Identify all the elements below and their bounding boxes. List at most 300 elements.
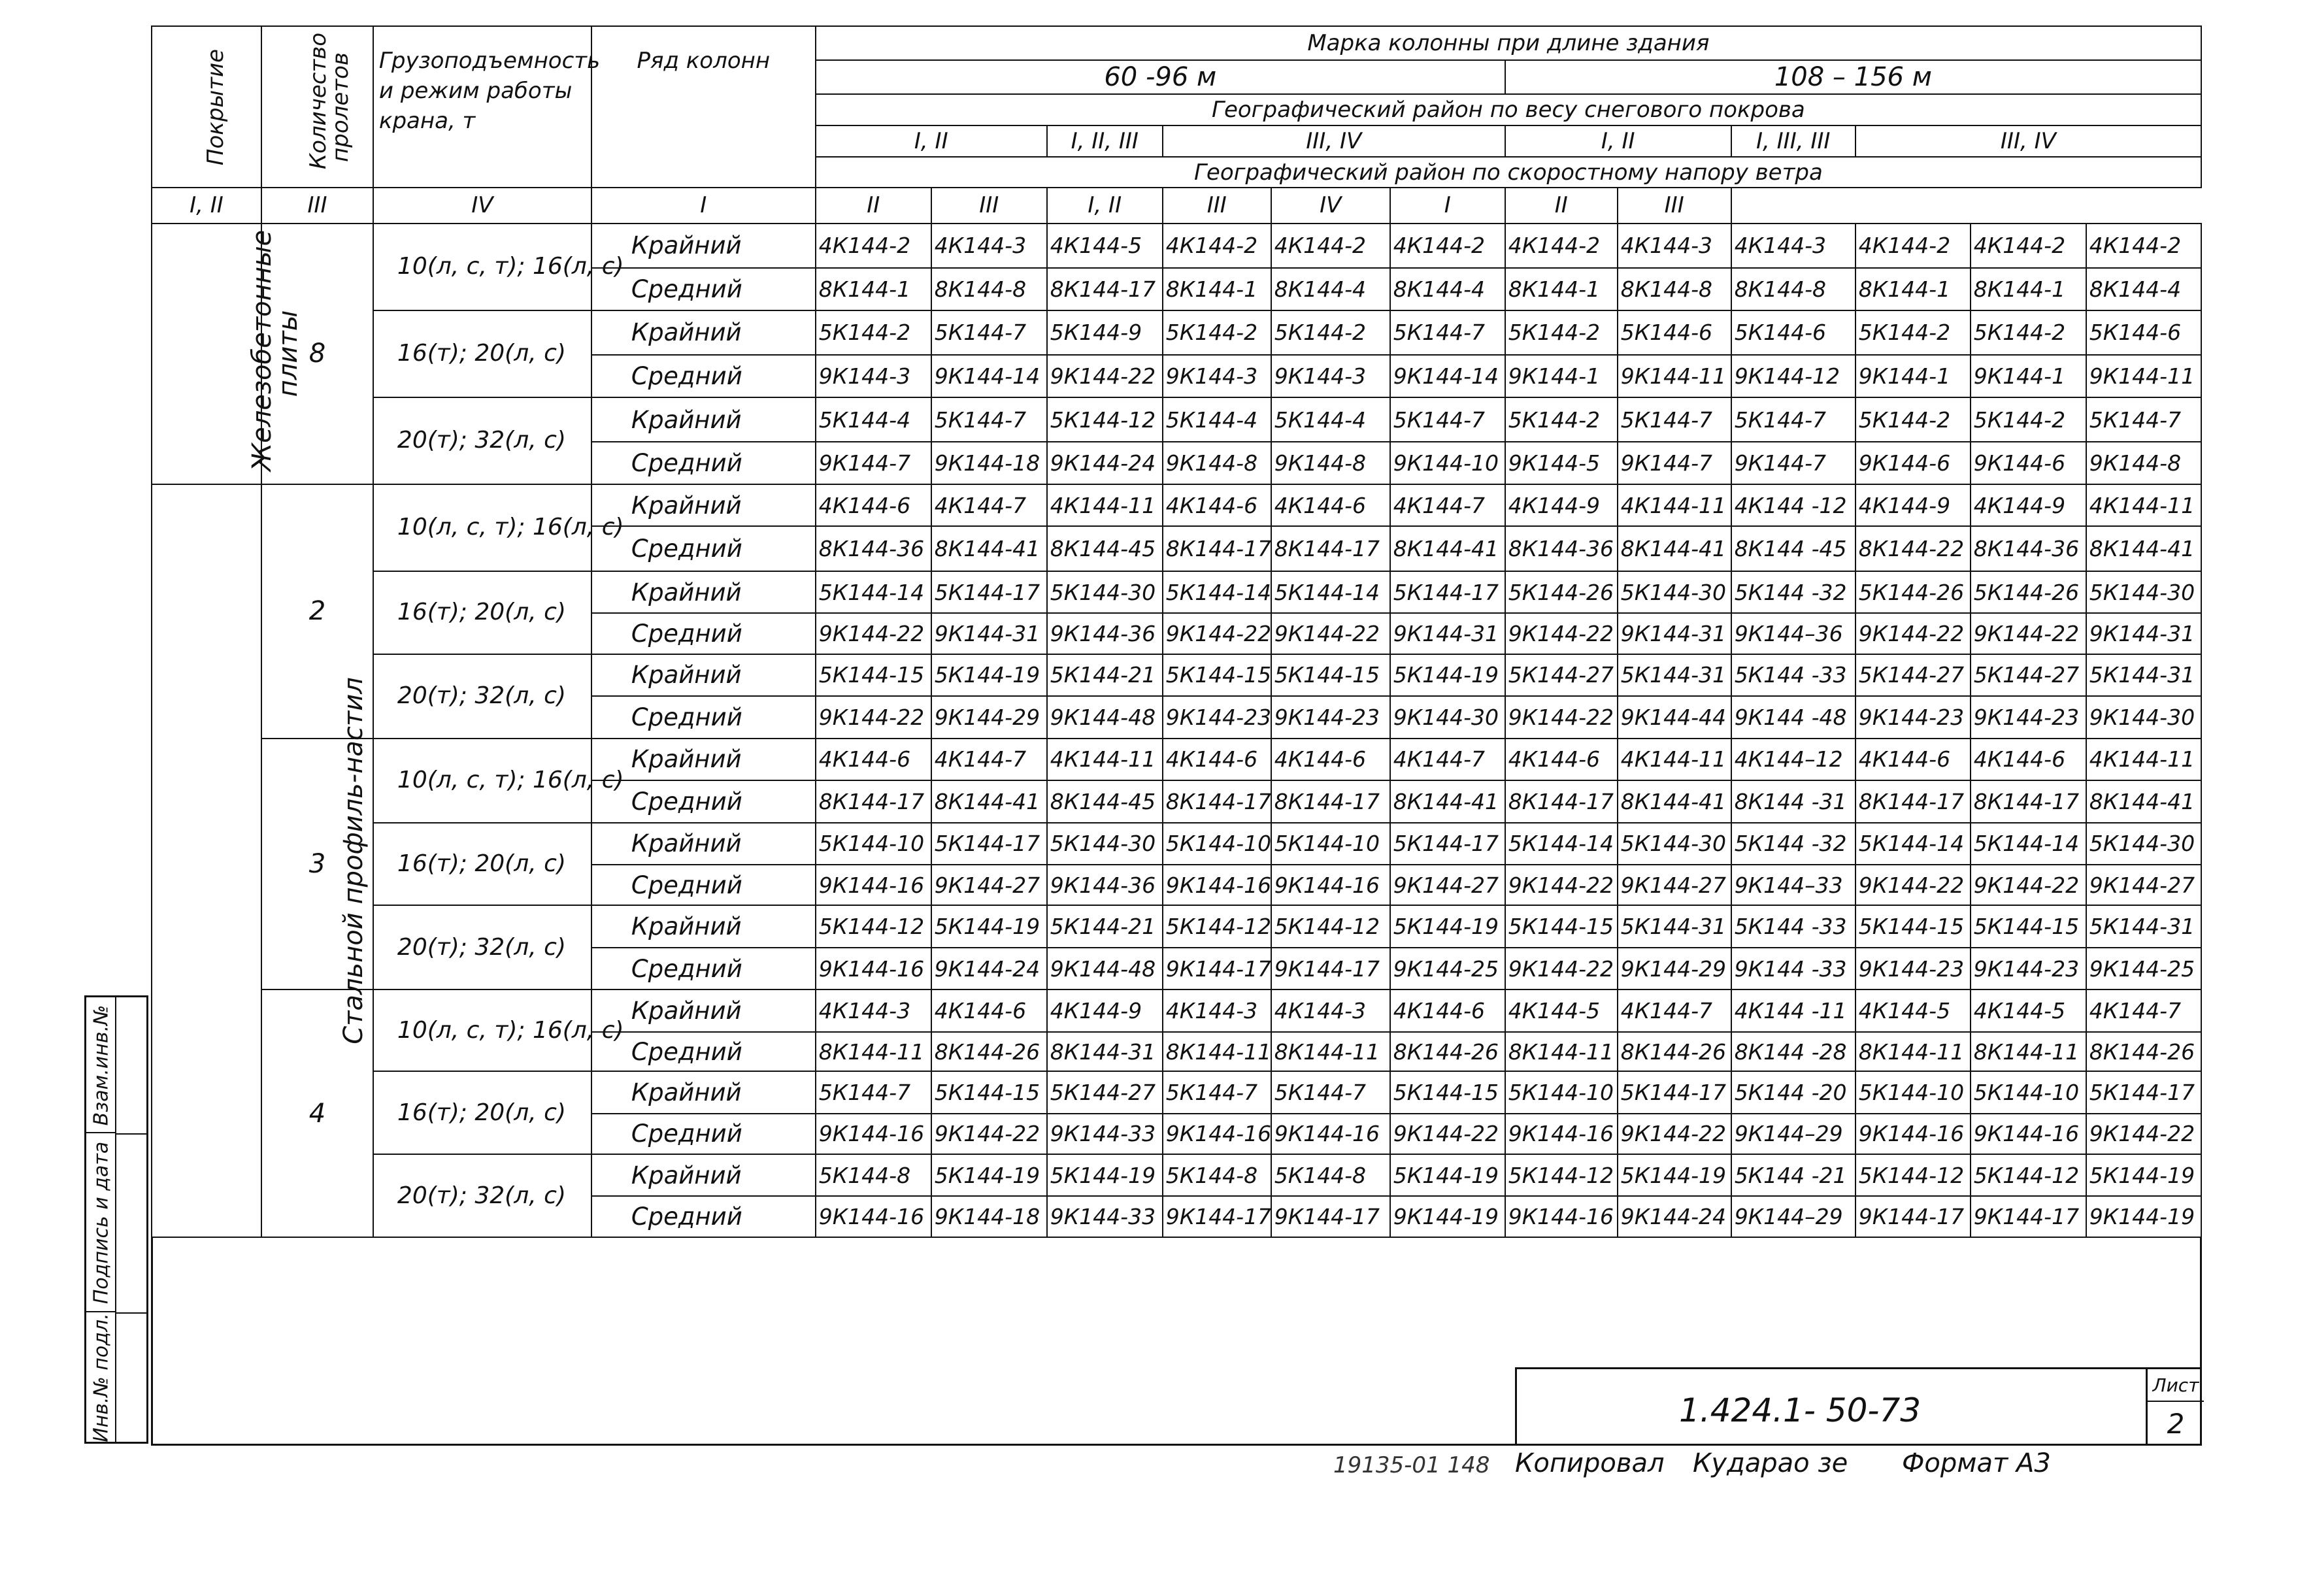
column-row-type-cell: Крайний [591, 484, 816, 526]
column-mark-cell: 8К144 -31 [1731, 780, 1855, 822]
column-mark-cell: 8К144-8 [931, 268, 1047, 310]
column-row-type-cell: Крайний [591, 1071, 816, 1113]
column-mark-cell: 5К144-26 [1971, 571, 2086, 613]
column-mark-cell: 5К144-30 [1047, 571, 1163, 613]
title-stamp [1515, 1367, 2202, 1444]
column-mark-cell: 5К144-15 [1271, 654, 1390, 696]
column-mark-cell: 9К144-22 [1505, 613, 1618, 654]
column-mark-cell: 9К144-22 [1855, 865, 1971, 905]
crane-capacity-cell: 10(л, с, т); 16(л, с) [373, 224, 591, 310]
column-mark-cell: 8К144-11 [1163, 1032, 1271, 1071]
column-mark-cell: 9К144-36 [1047, 613, 1163, 654]
column-mark-cell: 5К144 -32 [1731, 823, 1855, 865]
covering-label: Железобетонные плиты [247, 229, 303, 472]
column-mark-cell: 4К144-6 [1505, 739, 1618, 780]
column-mark-cell: 8К144-4 [2086, 268, 2201, 310]
column-row-type-cell: Средний [591, 526, 816, 571]
column-mark-cell: 8К144-8 [1731, 268, 1855, 310]
column-mark-cell: 5К144-17 [931, 823, 1047, 865]
table-row [152, 823, 2201, 865]
column-mark-cell: 5К144-12 [1047, 397, 1163, 442]
column-mark-cell: 5К144-19 [1390, 1154, 1505, 1196]
column-mark-cell: 4К144-6 [1163, 739, 1271, 780]
column-row-type-cell: Средний [591, 1196, 816, 1237]
column-mark-cell: 9К144-6 [1855, 442, 1971, 484]
column-mark-cell: 9К144–33 [1731, 865, 1855, 905]
header-length-2: 108 – 156 м [1505, 60, 2201, 94]
column-mark-cell: 9К144-23 [1163, 696, 1271, 738]
column-mark-cell: 9К144-16 [816, 1114, 931, 1154]
column-mark-cell: 9К144-22 [931, 1114, 1047, 1154]
column-mark-cell: 5К144-31 [1618, 654, 1731, 696]
column-mark-cell: 9К144-5 [1505, 442, 1618, 484]
column-mark-cell: 9К144-22 [2086, 1114, 2201, 1154]
column-mark-cell: 9К144-30 [2086, 696, 2201, 738]
column-mark-cell: 4К144-3 [1618, 224, 1731, 269]
column-mark-cell: 9К144-23 [1855, 696, 1971, 738]
column-mark-cell: 9К144-22 [1855, 613, 1971, 654]
column-mark-cell: 4К144-6 [1390, 989, 1505, 1031]
column-mark-cell: 5К144-14 [1971, 823, 2086, 865]
column-mark-cell: 5К144-7 [931, 397, 1047, 442]
column-mark-cell: 8К144-11 [1855, 1032, 1971, 1071]
column-mark-cell: 5К144-7 [1618, 397, 1731, 442]
column-mark-cell: 9К144-14 [931, 355, 1047, 397]
column-mark-cell: 9К144-30 [1390, 696, 1505, 738]
column-mark-cell: 9К144-19 [1390, 1196, 1505, 1237]
column-mark-cell: 5К144-10 [816, 823, 931, 865]
column-mark-cell: 9К144-1 [1855, 355, 1971, 397]
column-mark-cell: 5К144-10 [1163, 823, 1271, 865]
column-mark-cell: 4К144-6 [816, 739, 931, 780]
column-mark-cell: 5К144-14 [1505, 823, 1618, 865]
column-mark-cell: 8К144-17 [1163, 780, 1271, 822]
column-mark-cell: 5К144-21 [1047, 905, 1163, 947]
column-mark-cell: 9К144-3 [1163, 355, 1271, 397]
column-mark-cell: 9К144-22 [816, 613, 931, 654]
column-mark-cell: 5К144-2 [1505, 397, 1618, 442]
column-mark-cell: 5К144-6 [1731, 310, 1855, 356]
column-mark-cell: 8К144-36 [1505, 526, 1618, 571]
column-mark-cell: 9К144-17 [1163, 1196, 1271, 1237]
column-mark-cell: 5К144-12 [1163, 905, 1271, 947]
column-mark-cell: 9К144 -48 [1731, 696, 1855, 738]
document-code: 1.424.1- 50-73 [1679, 1391, 1922, 1429]
column-mark-cell: 9К144-24 [1618, 1196, 1731, 1237]
column-mark-cell: 8К144-11 [1271, 1032, 1390, 1071]
column-mark-cell: 8К144-11 [1505, 1032, 1618, 1071]
column-mark-cell: 8К144-1 [1163, 268, 1271, 310]
column-mark-cell: 5К144-10 [1971, 1071, 2086, 1113]
sheet-number: 2 [2146, 1402, 2204, 1446]
column-mark-cell: 9К144-11 [1618, 355, 1731, 397]
column-mark-cell: 8К144-17 [1271, 526, 1390, 571]
covering-cell [152, 484, 369, 1237]
table-row [152, 224, 2201, 269]
column-row-type-cell: Средний [591, 355, 816, 397]
column-mark-cell: 8К144-41 [2086, 526, 2201, 571]
column-mark-cell: 5К144-10 [1271, 823, 1390, 865]
table-row [152, 739, 2201, 780]
column-mark-cell: 5К144-4 [816, 397, 931, 442]
snow-group: III, IV [1855, 125, 2201, 157]
column-mark-cell: 5К144-30 [1047, 823, 1163, 865]
column-mark-cell: 5К144-2 [1271, 310, 1390, 356]
column-mark-cell: 8К144-1 [1855, 268, 1971, 310]
column-row-type-cell: Крайний [591, 571, 816, 613]
column-mark-cell: 8К144-17 [1855, 780, 1971, 822]
column-mark-cell: 4К144-6 [1163, 484, 1271, 526]
column-mark-cell: 9К144-22 [1047, 355, 1163, 397]
column-mark-cell: 5К144-26 [1855, 571, 1971, 613]
column-mark-cell: 5К144-14 [1855, 823, 1971, 865]
column-mark-cell: 8К144-45 [1047, 526, 1163, 571]
column-mark-cell: 5К144-17 [1390, 823, 1505, 865]
column-mark-cell: 9К144-22 [1271, 613, 1390, 654]
column-mark-cell: 9К144-7 [1618, 442, 1731, 484]
column-mark-cell: 8К144-26 [1618, 1032, 1731, 1071]
column-mark-cell: 4К144-11 [2086, 484, 2201, 526]
column-mark-cell: 9К144-22 [1971, 613, 2086, 654]
column-mark-cell: 4К144-7 [931, 484, 1047, 526]
column-mark-cell: 9К144-27 [1618, 865, 1731, 905]
crane-capacity-cell: 20(т); 32(л, с) [373, 905, 591, 989]
column-mark-cell: 9К144-29 [1618, 948, 1731, 989]
column-mark-cell: 9К144-27 [2086, 865, 2201, 905]
column-marks-table [151, 25, 2202, 1238]
column-mark-cell: 4К144-2 [1163, 224, 1271, 269]
column-mark-cell: 4К144-3 [931, 224, 1047, 269]
column-mark-cell: 4К144-7 [1390, 484, 1505, 526]
column-mark-cell: 4К144-3 [816, 989, 931, 1031]
column-mark-cell: 5К144-8 [1163, 1154, 1271, 1196]
table-row [152, 397, 2201, 442]
column-mark-cell: 5К144-2 [816, 310, 931, 356]
column-mark-cell: 5К144-27 [1505, 654, 1618, 696]
column-mark-cell: 5К144-30 [1618, 571, 1731, 613]
footer-name: Кударао зе [1693, 1448, 1848, 1478]
column-mark-cell: 8К144-11 [1971, 1032, 2086, 1071]
column-mark-cell: 8К144-1 [1971, 268, 2086, 310]
column-mark-cell: 5К144 -20 [1731, 1071, 1855, 1113]
column-mark-cell: 5К144-30 [2086, 823, 2201, 865]
column-mark-cell: 5К144-30 [1618, 823, 1731, 865]
column-mark-cell: 4К144-11 [1047, 484, 1163, 526]
column-mark-cell: 5К144-10 [1505, 1071, 1618, 1113]
column-mark-cell: 5К144-8 [1271, 1154, 1390, 1196]
column-mark-cell: 4К144-9 [1505, 484, 1618, 526]
column-mark-cell: 8К144-1 [1505, 268, 1618, 310]
side-cell-replacement [86, 997, 116, 1133]
column-mark-cell: 9К144-23 [1855, 948, 1971, 989]
column-mark-cell: 8К144 -45 [1731, 526, 1855, 571]
column-mark-cell: 9К144-17 [1855, 1196, 1971, 1237]
column-mark-cell: 9К144-22 [816, 696, 931, 738]
column-mark-cell: 5К144-7 [2086, 397, 2201, 442]
column-mark-cell: 9К144-27 [931, 865, 1047, 905]
column-mark-cell: 5К144-17 [931, 571, 1047, 613]
column-mark-cell: 8К144-17 [816, 780, 931, 822]
crane-capacity-cell: 10(л, с, т); 16(л, с) [373, 484, 591, 571]
column-mark-cell: 5К144-7 [1163, 1071, 1271, 1113]
column-mark-cell: 9К144-16 [1505, 1114, 1618, 1154]
column-mark-cell: 9К144-17 [1271, 1196, 1390, 1237]
frame-left-line [151, 1238, 153, 1444]
column-mark-cell: 4К144-3 [1271, 989, 1390, 1031]
crane-capacity-cell: 16(т); 20(л, с) [373, 823, 591, 906]
column-mark-cell: 9К144-1 [1971, 355, 2086, 397]
column-mark-cell: 4К144 -11 [1731, 989, 1855, 1031]
column-mark-cell: 9К144-16 [1163, 865, 1271, 905]
covering-label: Стальной профиль-настил [339, 677, 369, 1044]
column-mark-cell: 9К144-23 [1271, 696, 1390, 738]
column-mark-cell: 5К144-19 [1618, 1154, 1731, 1196]
crane-capacity-cell: 16(т); 20(л, с) [373, 310, 591, 397]
side-label-replacement: Взам.инв.№ [90, 1005, 113, 1126]
column-mark-cell: 5К144-31 [2086, 905, 2201, 947]
column-mark-cell: 4К144-7 [931, 739, 1047, 780]
header-mark: Марка колонны при длине здания [816, 26, 2201, 60]
column-mark-cell: 5К144-6 [1618, 310, 1731, 356]
column-mark-cell: 4К144-5 [1505, 989, 1618, 1031]
column-mark-cell: 4К144-2 [2086, 224, 2201, 269]
column-mark-cell: 4К144-2 [1390, 224, 1505, 269]
column-mark-cell: 8К144-17 [1163, 526, 1271, 571]
column-mark-cell: 4К144-11 [1618, 484, 1731, 526]
column-mark-cell: 9К144-29 [931, 696, 1047, 738]
column-mark-cell: 8К144-41 [1390, 526, 1505, 571]
column-mark-cell: 9К144-33 [1047, 1196, 1163, 1237]
column-mark-cell: 9К144-22 [1505, 948, 1618, 989]
column-mark-cell: 9К144-16 [816, 865, 931, 905]
column-mark-cell: 9К144-22 [1390, 1114, 1505, 1154]
wind-zone-header: IV [1271, 188, 1390, 223]
column-mark-cell: 9К144-6 [1971, 442, 2086, 484]
column-mark-cell: 5К144-2 [1855, 310, 1971, 356]
column-mark-cell: 8К144-41 [1618, 780, 1731, 822]
table-row [152, 654, 2201, 696]
table-row [152, 484, 2201, 526]
column-mark-cell: 4К144-6 [1971, 739, 2086, 780]
column-mark-cell: 9К144-31 [931, 613, 1047, 654]
column-mark-cell: 4К144-2 [816, 224, 931, 269]
column-mark-cell: 9К144-25 [2086, 948, 2201, 989]
column-row-type-cell: Крайний [591, 905, 816, 947]
column-mark-cell: 5К144-15 [816, 654, 931, 696]
column-mark-cell: 5К144-17 [1390, 571, 1505, 613]
column-row-type-cell: Средний [591, 268, 816, 310]
column-mark-cell: 5К144-19 [931, 654, 1047, 696]
column-mark-cell: 5К144-19 [931, 905, 1047, 947]
column-mark-cell: 4К144-9 [1047, 989, 1163, 1031]
column-mark-cell: 9К144-14 [1390, 355, 1505, 397]
crane-capacity-cell: 20(т); 32(л, с) [373, 1154, 591, 1237]
column-mark-cell: 5К144-12 [1971, 1154, 2086, 1196]
column-mark-cell: 9К144-16 [1855, 1114, 1971, 1154]
footer-format: Формат А3 [1902, 1448, 2051, 1478]
column-mark-cell: 9К144-8 [2086, 442, 2201, 484]
column-mark-cell: 5К144-2 [1505, 310, 1618, 356]
crane-capacity-cell: 16(т); 20(л, с) [373, 1071, 591, 1154]
column-mark-cell: 4К144-11 [1618, 739, 1731, 780]
column-mark-cell: 8К144-45 [1047, 780, 1163, 822]
column-mark-cell: 4К144-3 [1731, 224, 1855, 269]
column-mark-cell: 5К144 -33 [1731, 905, 1855, 947]
column-mark-cell: 9К144-8 [1271, 442, 1390, 484]
column-mark-cell: 9К144-22 [1618, 1114, 1731, 1154]
wind-zone-header: I, II [1047, 188, 1163, 223]
wind-zone-header: IV [373, 188, 591, 223]
column-mark-cell: 5К144-27 [1855, 654, 1971, 696]
table-row [152, 571, 2201, 613]
column-mark-cell: 5К144-12 [1855, 1154, 1971, 1196]
table-row [152, 310, 2201, 356]
column-mark-cell: 5К144-21 [1047, 654, 1163, 696]
column-mark-cell: 5К144-15 [1971, 905, 2086, 947]
crane-capacity-cell: 10(л, с, т); 16(л, с) [373, 989, 591, 1071]
column-mark-cell: 9К144-24 [1047, 442, 1163, 484]
column-mark-cell: 9К144-24 [931, 948, 1047, 989]
column-mark-cell: 9К144-25 [1390, 948, 1505, 989]
column-mark-cell: 8К144-17 [1505, 780, 1618, 822]
column-mark-cell: 5К144-27 [1971, 654, 2086, 696]
column-mark-cell: 5К144-14 [1163, 571, 1271, 613]
snow-group: III, IV [1163, 125, 1505, 157]
column-mark-cell: 5К144-12 [1505, 1154, 1618, 1196]
column-mark-cell: 9К144-16 [1271, 865, 1390, 905]
column-mark-cell: 4К144-5 [1047, 224, 1163, 269]
span-count-cell: 2 [261, 484, 373, 739]
snow-group: I, III, III [1731, 125, 1855, 157]
column-row-type-cell: Крайний [591, 654, 816, 696]
column-mark-cell: 8К144 -28 [1731, 1032, 1855, 1071]
column-mark-cell: 4К144-9 [1971, 484, 2086, 526]
column-mark-cell: 5К144-7 [1271, 1071, 1390, 1113]
column-mark-cell: 4К144-2 [1271, 224, 1390, 269]
column-mark-cell: 5К144-7 [1390, 310, 1505, 356]
column-row-type-cell: Крайний [591, 397, 816, 442]
column-mark-cell: 4К144-11 [1047, 739, 1163, 780]
column-mark-cell: 5К144-19 [1390, 905, 1505, 947]
column-mark-cell: 9К144-16 [1271, 1114, 1390, 1154]
footer-copied: Копировал [1515, 1448, 1665, 1478]
column-mark-cell: 9К144-3 [816, 355, 931, 397]
column-mark-cell: 9К144-22 [1971, 865, 2086, 905]
column-mark-cell: 9К144–36 [1731, 613, 1855, 654]
column-mark-cell: 8К144-31 [1047, 1032, 1163, 1071]
column-mark-cell: 4К144-9 [1855, 484, 1971, 526]
wind-zone-header: I, II [152, 188, 261, 223]
column-mark-cell: 4К144-7 [1390, 739, 1505, 780]
column-row-type-cell: Средний [591, 696, 816, 738]
column-mark-cell: 5К144-9 [1047, 310, 1163, 356]
column-mark-cell: 8К144-41 [1390, 780, 1505, 822]
column-mark-cell: 9К144-1 [1505, 355, 1618, 397]
column-mark-cell: 5К144-19 [931, 1154, 1047, 1196]
column-mark-cell: 4К144-2 [1505, 224, 1618, 269]
column-mark-cell: 8К144-41 [931, 780, 1047, 822]
column-mark-cell: 9К144-7 [1731, 442, 1855, 484]
column-row-type-cell: Крайний [591, 310, 816, 356]
frame-bottom-line [151, 1444, 2202, 1446]
column-mark-cell: 8К144-4 [1271, 268, 1390, 310]
column-mark-cell: 9К144-10 [1390, 442, 1505, 484]
column-mark-cell: 4К144-3 [1163, 989, 1271, 1031]
header-covering: Покрытие [152, 26, 261, 188]
column-mark-cell: 9К144-19 [2086, 1196, 2201, 1237]
column-mark-cell: 9К144-16 [1163, 1114, 1271, 1154]
column-mark-cell: 5К144-4 [1163, 397, 1271, 442]
side-divider [116, 1133, 148, 1135]
span-count-cell: 4 [261, 989, 373, 1237]
column-mark-cell: 9К144-22 [1505, 865, 1618, 905]
column-mark-cell: 8К144-36 [816, 526, 931, 571]
column-mark-cell: 5К144-27 [1047, 1071, 1163, 1113]
column-row-type-cell: Средний [591, 948, 816, 989]
column-mark-cell: 5К144-6 [2086, 310, 2201, 356]
header-row: Ряд колонн [591, 26, 816, 188]
column-mark-cell: 9К144-31 [2086, 613, 2201, 654]
column-mark-cell: 4К144-6 [1855, 739, 1971, 780]
column-mark-cell: 9К144-16 [1971, 1114, 2086, 1154]
snow-group: I, II [816, 125, 1047, 157]
column-mark-cell: 5К144-31 [1618, 905, 1731, 947]
span-count-cell: 8 [261, 224, 373, 484]
table-row [152, 1071, 2201, 1113]
column-mark-cell: 8К144-26 [2086, 1032, 2201, 1071]
column-mark-cell: 4К144-2 [1971, 224, 2086, 269]
column-mark-cell: 9К144-27 [1390, 865, 1505, 905]
column-mark-cell: 4К144-11 [2086, 739, 2201, 780]
header-spans: Количество пролетов [261, 26, 373, 188]
column-mark-cell: 5К144-2 [1971, 310, 2086, 356]
column-mark-cell: 5К144-30 [2086, 571, 2201, 613]
snow-group: I, II [1505, 125, 1731, 157]
sheet-label: Лист [2146, 1369, 2204, 1402]
wind-zone-header: III [1618, 188, 1731, 223]
column-mark-cell: 8К144-41 [1618, 526, 1731, 571]
column-mark-cell: 5К144-4 [1271, 397, 1390, 442]
column-mark-cell: 9К144-11 [2086, 355, 2201, 397]
wind-zone-header: III [1163, 188, 1271, 223]
column-mark-cell: 5К144-15 [931, 1071, 1047, 1113]
column-mark-cell: 8К144-17 [1271, 780, 1390, 822]
column-mark-cell: 4К144-6 [816, 484, 931, 526]
column-row-type-cell: Средний [591, 613, 816, 654]
column-mark-cell: 5К144-12 [1271, 905, 1390, 947]
column-mark-cell: 9К144-33 [1047, 1114, 1163, 1154]
column-mark-cell: 5К144-15 [1163, 654, 1271, 696]
column-mark-cell: 4К144-6 [1271, 484, 1390, 526]
column-mark-cell: 4К144-6 [1271, 739, 1390, 780]
column-mark-cell: 5К144-7 [1390, 397, 1505, 442]
footer-number: 19135-01 148 [1333, 1452, 1490, 1478]
column-mark-cell: 5К144-10 [1855, 1071, 1971, 1113]
column-mark-cell: 4К144-5 [1971, 989, 2086, 1031]
column-mark-cell: 8К144-17 [1971, 780, 2086, 822]
side-divider [116, 1312, 148, 1314]
column-mark-cell: 9К144-3 [1271, 355, 1390, 397]
column-mark-cell: 5К144-15 [1855, 905, 1971, 947]
column-mark-cell: 8К144-11 [816, 1032, 931, 1071]
column-row-type-cell: Средний [591, 865, 816, 905]
column-mark-cell: 9К144–29 [1731, 1196, 1855, 1237]
column-row-type-cell: Средний [591, 1032, 816, 1071]
column-mark-cell: 4К144-7 [2086, 989, 2201, 1031]
column-mark-cell: 9К144-22 [1163, 613, 1271, 654]
wind-zone-header: III [931, 188, 1047, 223]
column-mark-cell: 9К144-18 [931, 442, 1047, 484]
